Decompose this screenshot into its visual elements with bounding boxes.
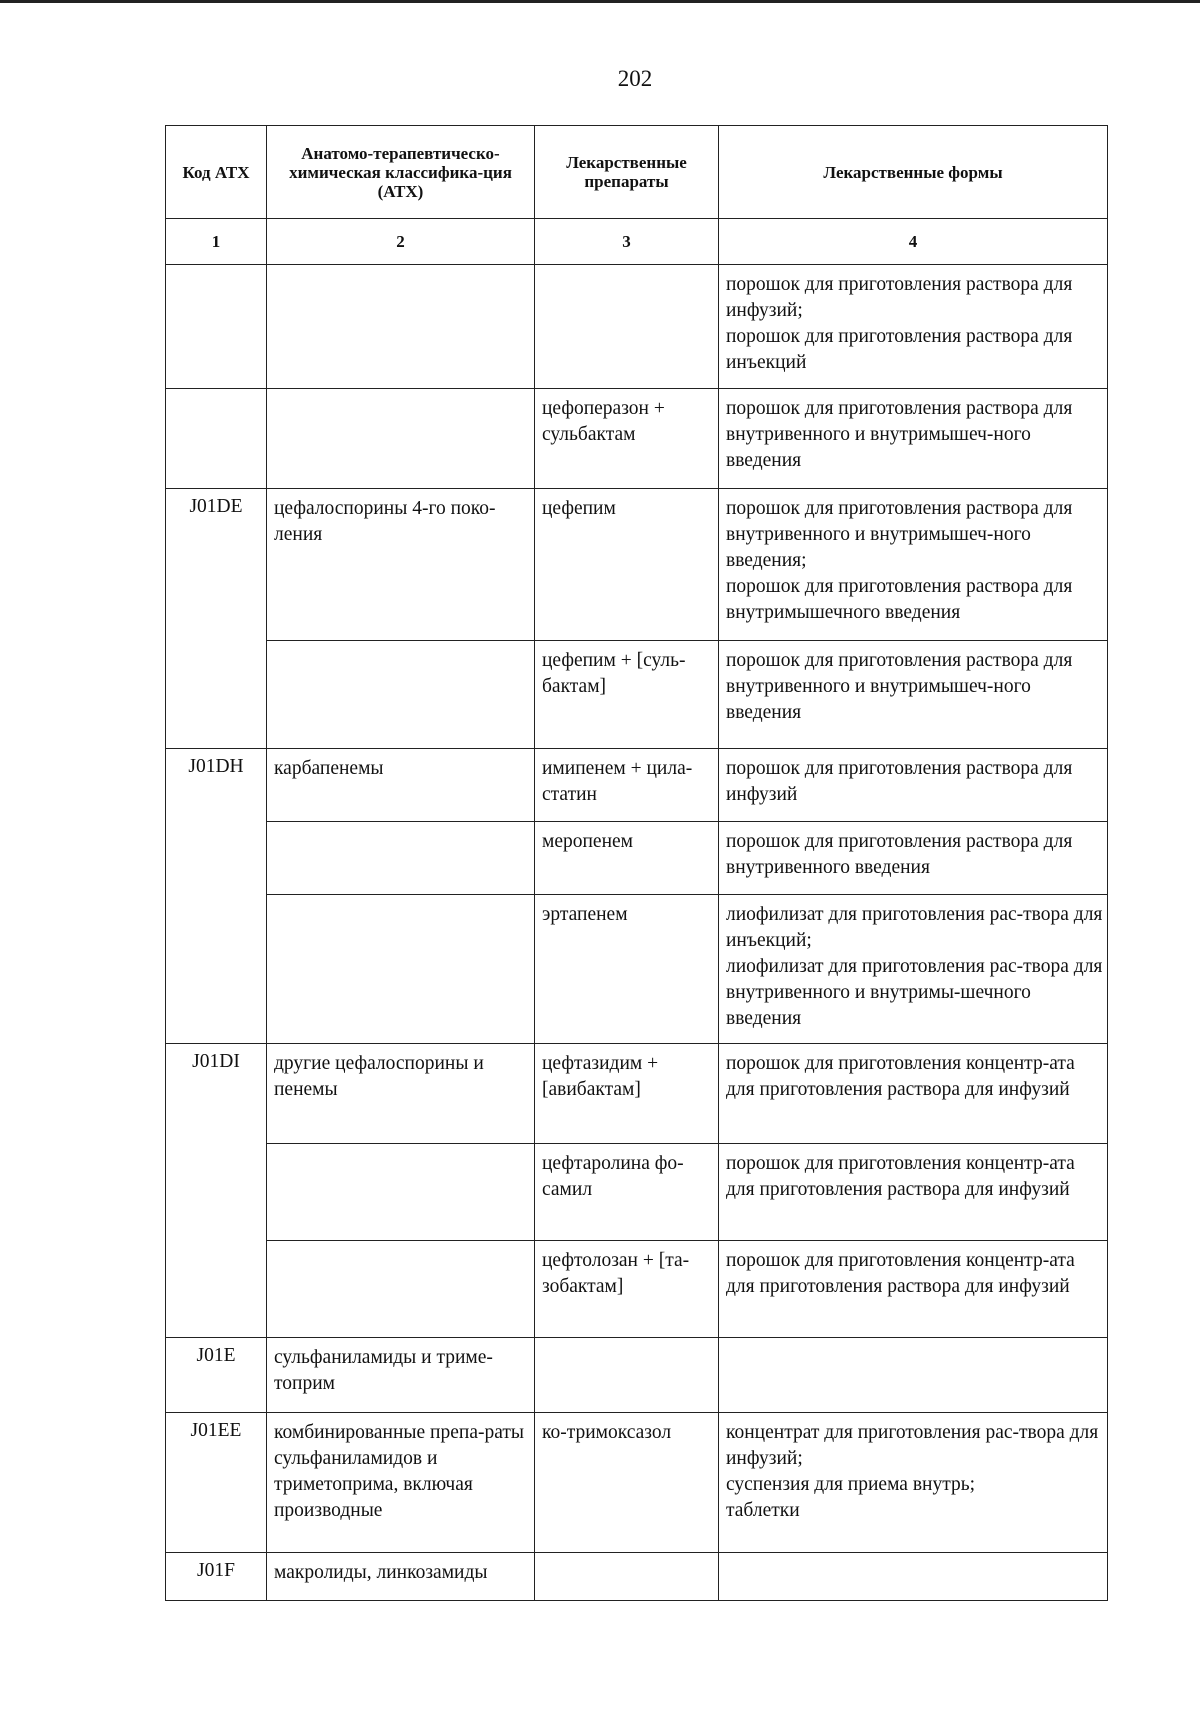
drug-cell [535, 822, 719, 895]
table-row [166, 389, 1108, 489]
classification-text [267, 1144, 534, 1155]
dosage-form: порошок для приготовления раствора для внутривенного и внутримышеч-ного введения; [726, 498, 1073, 571]
drug-cell [535, 1044, 719, 1144]
dosage-form: порошок для приготовления раствора для внутривенного и внутримышеч-ного введения [726, 650, 1073, 723]
forms-cell [719, 1413, 1108, 1553]
table-row [166, 489, 1108, 641]
dosage-form: таблетки [726, 1500, 800, 1521]
forms-cell [719, 1144, 1108, 1241]
atx-code-cell [166, 1553, 267, 1601]
drug-cell [535, 489, 719, 641]
column-number: 3 [535, 219, 719, 265]
table-row [166, 1144, 1108, 1241]
forms-list [719, 1338, 1107, 1349]
classification-text: макролиды, линкозамиды [274, 1562, 488, 1583]
atx-code: J01DE [189, 496, 243, 517]
classification-cell [267, 822, 535, 895]
classification-text [267, 895, 534, 906]
forms-list [719, 641, 1107, 730]
drug-cell [535, 389, 719, 489]
classification-text: сульфаниламиды и триме-топрим [274, 1347, 493, 1394]
classification-cell [267, 1553, 535, 1601]
dosage-form: лиофилизат для приготовления рас-твора для внутривенного и внутримы-шечного введения [726, 956, 1103, 1029]
table-row [166, 641, 1108, 749]
classification-text [267, 822, 534, 833]
atx-code-cell [166, 265, 267, 389]
forms-cell [719, 822, 1108, 895]
table-row [166, 1413, 1108, 1553]
atx-code-cell [166, 489, 267, 749]
classification-text [267, 265, 534, 276]
dosage-form: порошок для приготовления раствора для внутримышечного введения [726, 576, 1073, 623]
dosage-form: порошок для приготовления концентр-ата для приготовления раствора для инфузий [726, 1153, 1075, 1200]
drug-cell [535, 641, 719, 749]
forms-list [719, 822, 1107, 885]
drug-cell [535, 1553, 719, 1601]
header-forms: Лекарственные формы [719, 126, 1108, 219]
classification-cell [267, 1338, 535, 1413]
dosage-form: порошок для приготовления концентр-ата для приготовления раствора для инфузий [726, 1053, 1075, 1100]
column-number: 2 [267, 219, 535, 265]
classification-text: комбинированные препа-раты сульфаниламидов и триметоприма, включая производные [274, 1422, 524, 1521]
atx-code [166, 389, 266, 398]
drug-cell [535, 1338, 719, 1413]
atx-table [165, 125, 1108, 1601]
forms-cell [719, 1553, 1108, 1601]
drug-cell [535, 265, 719, 389]
forms-list [719, 1241, 1107, 1304]
dosage-form: порошок для приготовления раствора для инфузий [726, 758, 1073, 805]
table-row [166, 1553, 1108, 1601]
atx-code-cell [166, 389, 267, 489]
classification-cell [267, 489, 535, 641]
table-row [166, 822, 1108, 895]
atx-code-cell [166, 1413, 267, 1553]
classification-cell [267, 389, 535, 489]
classification-cell [267, 749, 535, 822]
dosage-form: концентрат для приготовления рас-твора для инфузий; [726, 1422, 1099, 1469]
table-header-row [166, 126, 1108, 219]
drug-name: эртапенем [542, 904, 628, 925]
atx-code: J01DH [188, 756, 244, 777]
table-row [166, 749, 1108, 822]
classification-cell [267, 1144, 535, 1241]
forms-list [719, 1413, 1107, 1528]
forms-cell [719, 1241, 1108, 1338]
classification-cell [267, 1413, 535, 1553]
header-drugs: Лекарственные препараты [535, 126, 719, 219]
classification-cell [267, 895, 535, 1044]
drug-name: цефтазидим + [авибактам] [542, 1053, 659, 1100]
forms-list [719, 265, 1107, 380]
drug-cell [535, 1413, 719, 1553]
dosage-form: порошок для приготовления раствора для инъекций [726, 326, 1073, 373]
forms-cell [719, 749, 1108, 822]
forms-cell [719, 489, 1108, 641]
atx-code-cell [166, 1044, 267, 1338]
drug-name [535, 265, 718, 276]
column-number-row [166, 219, 1108, 265]
drug-name: меропенем [542, 831, 634, 852]
dosage-form: порошок для приготовления раствора для инфузий; [726, 274, 1073, 321]
atx-code-cell [166, 749, 267, 1044]
forms-list [719, 749, 1107, 812]
classification-cell [267, 265, 535, 389]
drug-name: имипенем + цила-статин [542, 758, 693, 805]
classification-cell [267, 1044, 535, 1144]
drug-cell [535, 895, 719, 1044]
column-number: 4 [719, 219, 1108, 265]
forms-cell [719, 265, 1108, 389]
atx-code: J01F [197, 1560, 235, 1581]
drug-cell [535, 1241, 719, 1338]
dosage-form: порошок для приготовления раствора для внутривенного введения [726, 831, 1073, 878]
drug-name: цефепим [542, 498, 616, 519]
atx-code-cell [166, 1338, 267, 1413]
drug-name: цефоперазон + сульбактам [542, 398, 665, 445]
table-row [166, 1241, 1108, 1338]
dosage-form: лиофилизат для приготовления рас-твора для инъекций; [726, 904, 1103, 951]
dosage-form: порошок для приготовления концентр-ата для приготовления раствора для инфузий [726, 1250, 1075, 1297]
forms-cell [719, 389, 1108, 489]
atx-code: J01DI [192, 1051, 240, 1072]
table-row [166, 895, 1108, 1044]
classification-text [267, 641, 534, 652]
forms-list [719, 1144, 1107, 1207]
classification-text: другие цефалоспорины и пенемы [274, 1053, 484, 1100]
top-rule [0, 0, 1200, 3]
header-code: Код ATX [166, 126, 267, 219]
drug-name [535, 1338, 718, 1349]
forms-list [719, 489, 1107, 630]
forms-cell [719, 1044, 1108, 1144]
classification-cell [267, 1241, 535, 1338]
table-row [166, 265, 1108, 389]
dosage-form: порошок для приготовления раствора для внутривенного и внутримышеч-ного введения [726, 398, 1073, 471]
header-classification: Анатомо-терапевтическо-химическая классифика-ция (АТХ) [267, 126, 535, 219]
drug-name: цефепим + [суль-бактам] [542, 650, 686, 697]
forms-list [719, 895, 1107, 1036]
classification-cell [267, 641, 535, 749]
atx-code: J01EE [190, 1420, 242, 1441]
drug-name: ко-тримоксазол [542, 1422, 672, 1443]
classification-text: карбапенемы [274, 758, 384, 779]
drug-name: цефтаролина фо-самил [542, 1153, 684, 1200]
forms-cell [719, 641, 1108, 749]
forms-list [719, 1553, 1107, 1564]
table-row [166, 1338, 1108, 1413]
classification-text [267, 1241, 534, 1252]
atx-code [166, 265, 266, 274]
classification-text: цефалоспорины 4-го поко-ления [274, 498, 496, 545]
classification-text [267, 389, 534, 400]
drug-cell [535, 749, 719, 822]
forms-cell [719, 895, 1108, 1044]
atx-code: J01E [196, 1345, 236, 1366]
column-number: 1 [166, 219, 267, 265]
drug-name: цефтолозан + [та-зобактам] [542, 1250, 690, 1297]
drug-cell [535, 1144, 719, 1241]
page-number: 202 [617, 66, 653, 91]
forms-list [719, 389, 1107, 478]
forms-list [719, 1044, 1107, 1107]
dosage-form: суспензия для приема внутрь; [726, 1474, 976, 1495]
forms-cell [719, 1338, 1108, 1413]
drug-name [535, 1553, 718, 1564]
table-row [166, 1044, 1108, 1144]
